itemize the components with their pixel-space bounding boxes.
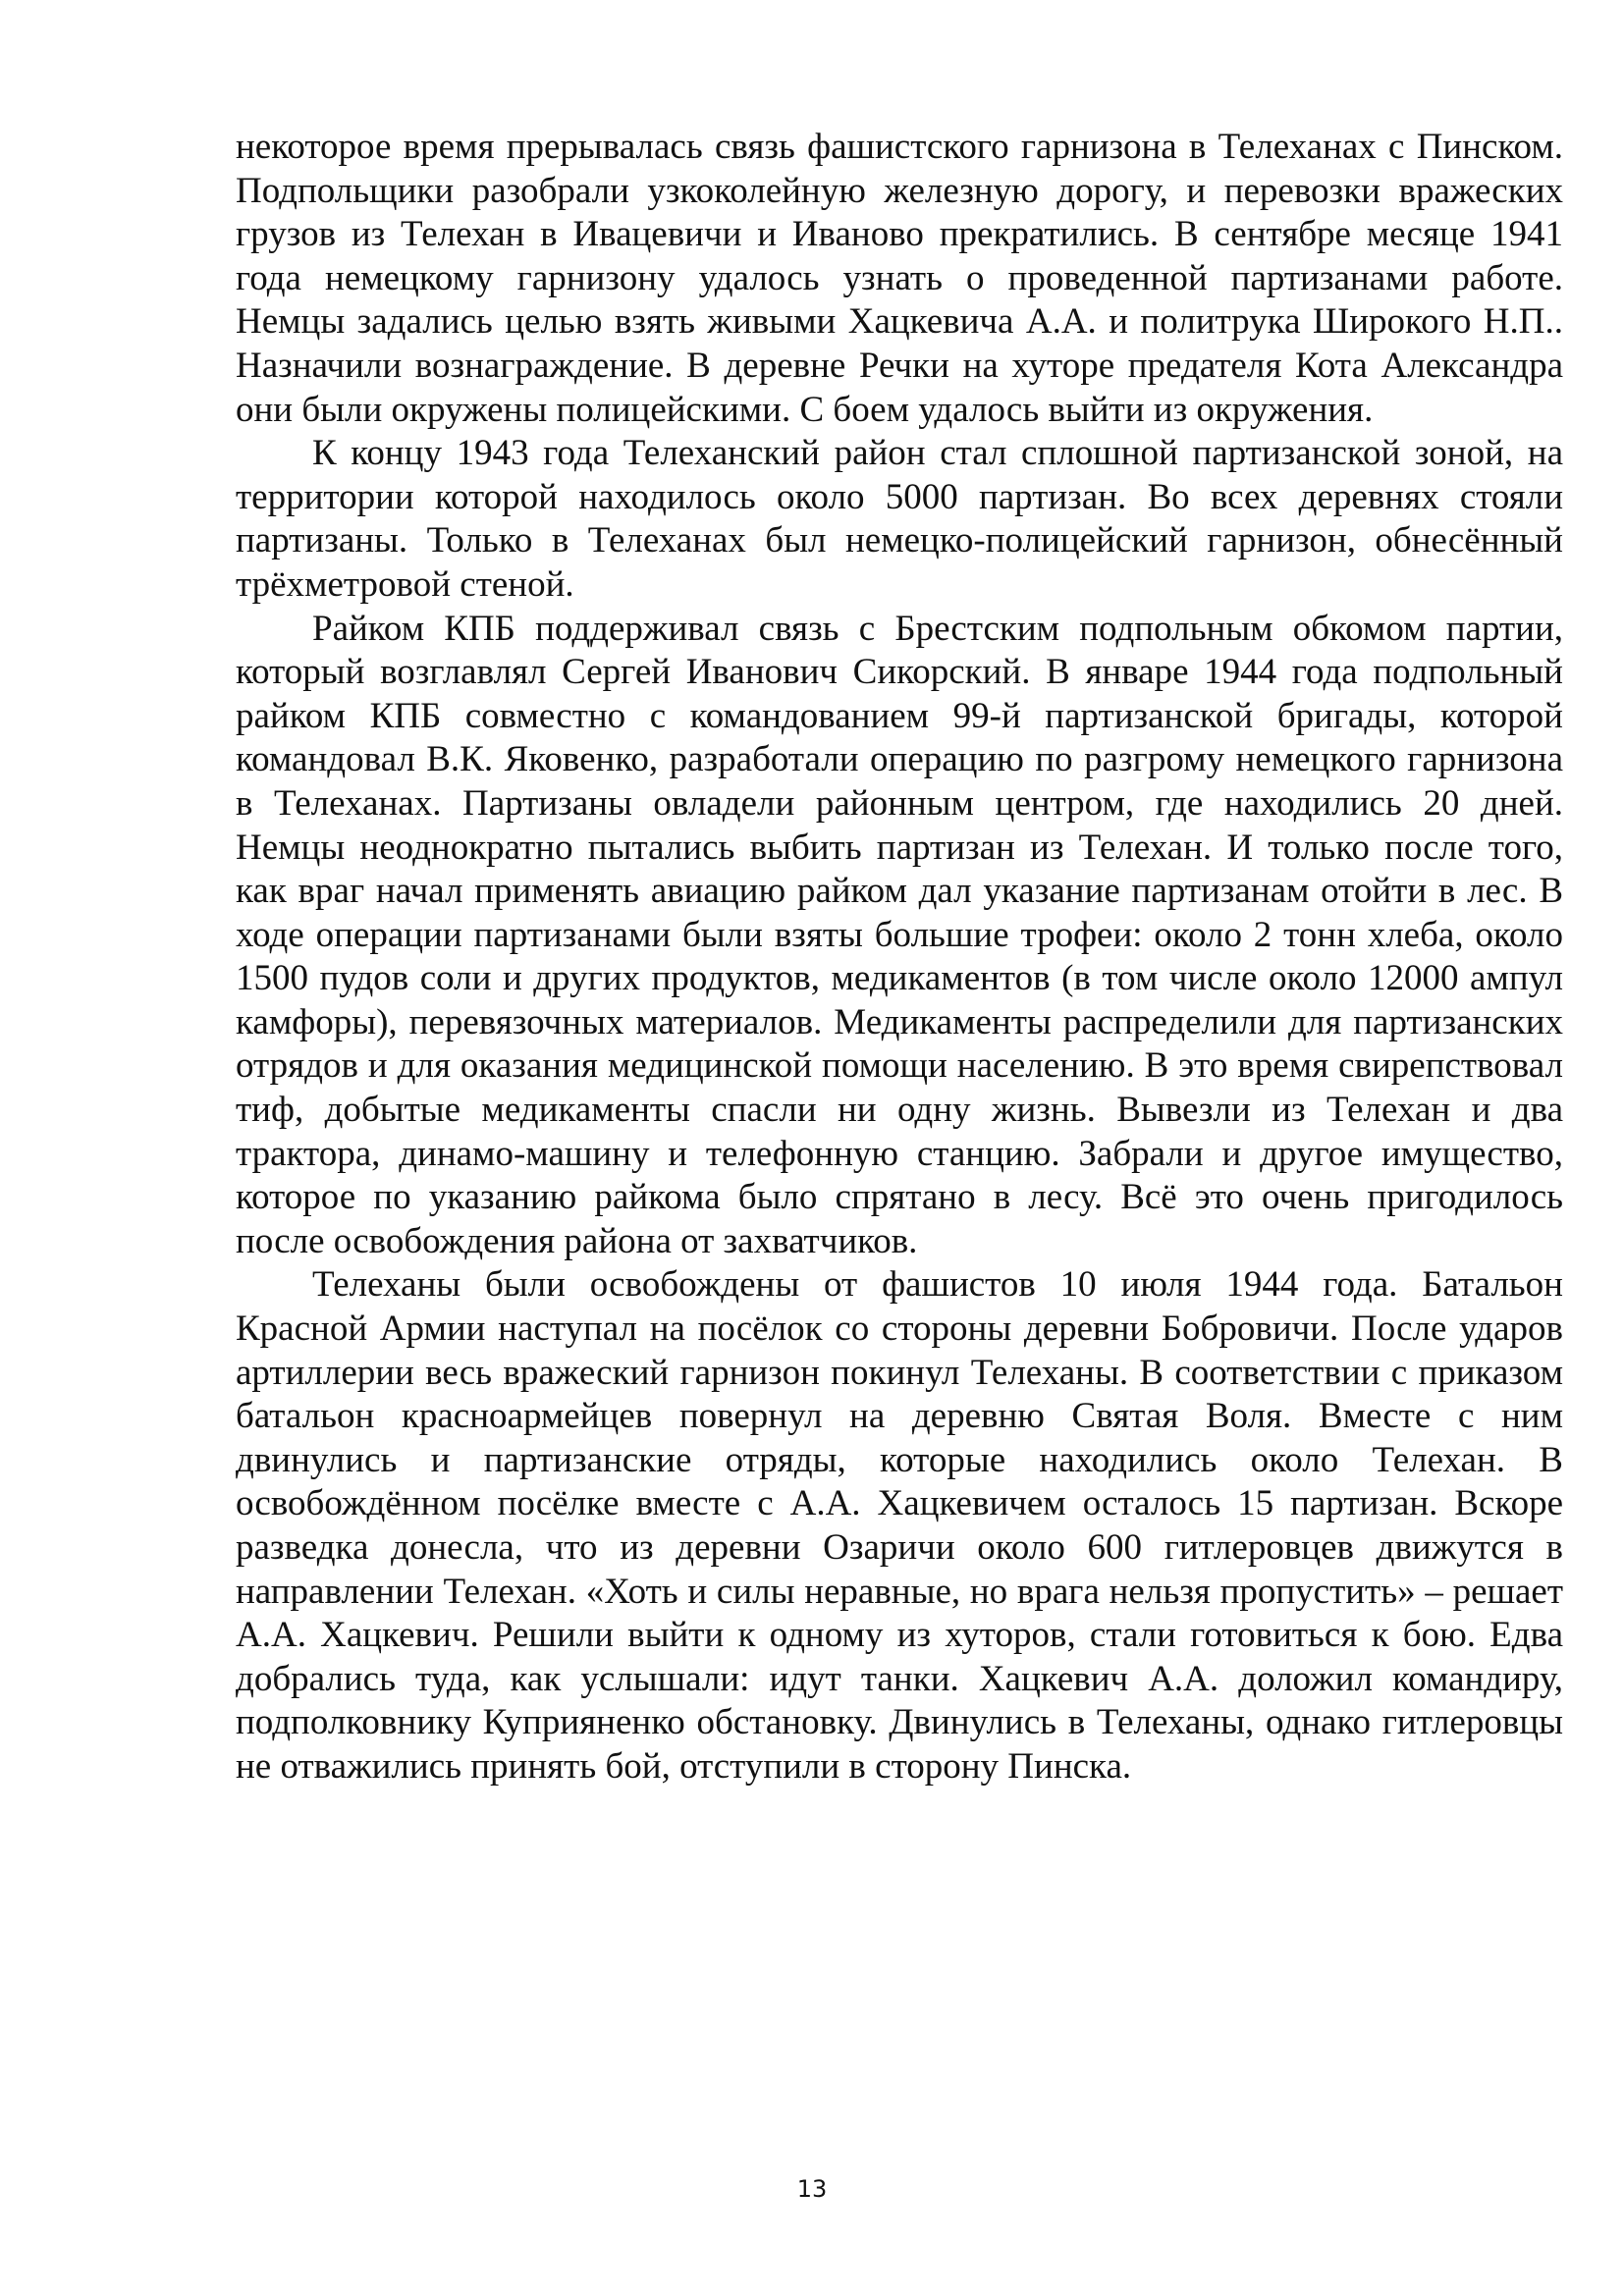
paragraph-1: некоторое время прерывалась связь фашистского гарнизона в Телеханах с Пинском. Подпольщики разобрали узкоколейную железную дорогу, и перевозки вражеских грузов из Телехан в Ивацевичи и Иваново прекратились. В сентябре месяце 1941 года немецкому гарнизону удалось узнать о проведенной партизанами работе. Немцы задались целью взять живыми Хацкевича А.А. и политрука Широкого Н.П.. Назначили вознаграждение. В деревне Речки на хуторе предателя Кота Александра они были окружены полицейскими. С боем удалось выйти из окружения. xyxy=(236,127,1563,430)
paragraph-3: Райком КПБ поддерживал связь с Брестским подпольным обкомом партии, который возглавлял Сергей Иванович Сикорский. В январе 1944 года подпольный райком КПБ совместно с командованием 99-й партизанской бригады, которой командовал В.К. Яковенко, разработали операцию по разгрому немецкого гарнизона в Телеханах. Партизаны овладели районным центром, где находились 20 дней. Немцы неоднократно пытались выбить партизан из Телехан. И только после того, как враг начал применять авиацию райком дал указание партизанам отойти в лес. В ходе операции партизанами были взяты большие трофеи: около 2 тонн хлеба, около 1500 пудов соли и других продуктов, медикаментов (в том числе около 12000 ампул камфоры), перевязочных материалов. Медикаменты распределили для партизанских отрядов и для оказания медицинской помощи населению. В это время свирепствовал тиф, добытые медикаменты спасли ни одну жизнь. Вывезли из Телехан и два трактора, динамо-машину и телефонную станцию. Забрали и другое имущество, которое по указанию райкома было спрятано в лесу. Всё это очень пригодилось после освобождения района от захватчиков. xyxy=(236,608,1563,1261)
paragraph-2: К концу 1943 года Телеханский район стал сплошной партизанской зоной, на территории которой находилось около 5000 партизан. Во всех деревнях стояли партизаны. Только в Телеханах был немецко-полицейский гарнизон, обнесённый трёхметровой стеной. xyxy=(236,433,1563,605)
body-text xyxy=(236,126,1563,1789)
page-number: 13 xyxy=(796,2175,828,2203)
paragraph-4: Телеханы были освобождены от фашистов 10 июля 1944 года. Батальон Красной Армии наступал на посёлок со стороны деревни Бобровичи. После ударов артиллерии весь вражеский гарнизон покинул Телеханы. В соответствии с приказом батальон красноармейцев повернул на деревню Святая Воля. Вместе с ним двинулись и партизанские отряды, которые находились около Телехан. В освобождённом посёлке вместе с А.А. Хацкевичем осталось 15 партизан. Вскоре разведка донесла, что из деревни Озаричи около 600 гитлеровцев движутся в направлении Телехан. «Хоть и силы неравные, но врага нельзя пропустить» – решает А.А. Хацкевич. Решили выйти к одному из хуторов, стали готовиться к бою. Едва добрались туда, как услышали: идут танки. Хацкевич А.А. доложил командиру, подполковнику Куприяненко обстановку. Двинулись в Телеханы, однако гитлеровцы не отважились принять бой, отступили в сторону Пинска. xyxy=(236,1264,1563,1787)
